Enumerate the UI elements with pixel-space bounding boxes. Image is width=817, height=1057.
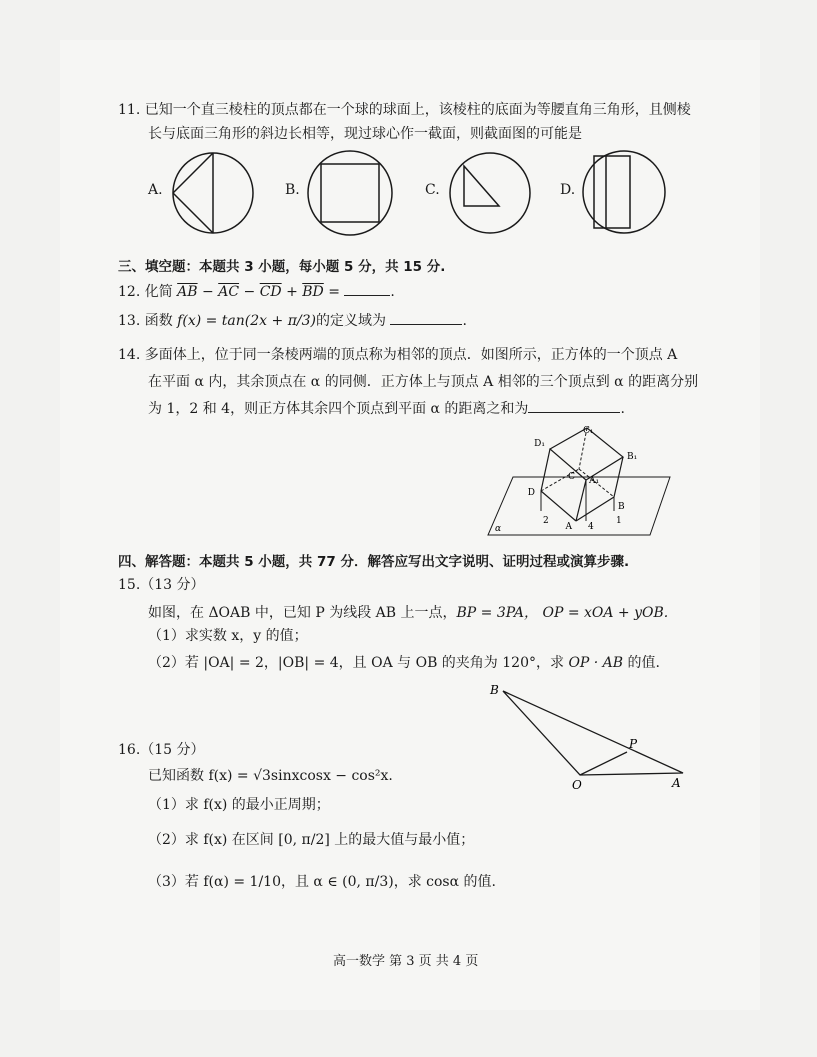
- q16-part1: （1）求 f(x) 的最小正周期；: [148, 797, 330, 813]
- q11-option-d-figure: [580, 148, 668, 236]
- q11-option-c-figure: [447, 150, 533, 236]
- label-b: B: [618, 502, 625, 512]
- label-p: P: [629, 737, 638, 751]
- label-height-4: 4: [588, 522, 594, 532]
- plane-alpha: [488, 477, 670, 535]
- label-b1: B₁: [627, 452, 638, 462]
- q12-answer-blank[interactable]: [344, 281, 390, 296]
- sphere-circle: [450, 153, 530, 233]
- triangle-oab: [503, 691, 683, 775]
- segment-op: [580, 752, 627, 775]
- vector-ac: $\overline{AC}$: [218, 284, 240, 300]
- q15-part2: [148, 653, 660, 673]
- cube-edge: [576, 480, 586, 521]
- label-c: C: [568, 472, 575, 482]
- q11-number: 11.: [118, 102, 141, 118]
- q13-answer-blank[interactable]: [390, 310, 462, 325]
- q15-triangle-figure: [488, 683, 688, 793]
- q13-formula: f(x) = tan(2x + π/3): [177, 313, 316, 329]
- section-square: [321, 164, 379, 222]
- q15-stem-text: 如图，在 ΔOAB 中，已知 P 为线段 AB 上一点，: [148, 605, 457, 621]
- q12-number: 12.: [118, 284, 141, 300]
- q11-option-a-figure: [170, 150, 256, 236]
- q12-equals: =: [328, 284, 340, 300]
- q14-number: 14.: [118, 347, 141, 363]
- q16-stem: 已知函数 f(x) = √3sinxcosx − cos²x.: [148, 768, 393, 784]
- q11-option-a-label: A.: [148, 182, 163, 198]
- q15-part2-text: （2）若 |OA| = 2，|OB| = 4，且 OA 与 OB 的夹角为 120°，求: [148, 655, 564, 671]
- q15-part2-end: 的值.: [627, 655, 660, 671]
- q15-op-expression: OP = xOA + yOB.: [542, 605, 669, 621]
- vector-cd: $\overline{CD}$: [259, 284, 282, 300]
- q11-option-c-label: C.: [425, 182, 440, 198]
- q11-line1: [118, 100, 691, 120]
- q14-line3: [148, 398, 625, 419]
- q16-header: [118, 740, 205, 760]
- q11-text-1: 已知一个直三棱柱的顶点都在一个球的球面上，该棱柱的底面为等腰直角三角形，且侧棱: [144, 102, 691, 118]
- q11-option-b-label: B.: [285, 182, 300, 198]
- q11-option-b-figure: [305, 148, 395, 238]
- q15-stem: [148, 603, 668, 623]
- section-3-title: 三、填空题：本题共 3 小题，每小题 5 分，共 15 分.: [118, 259, 446, 275]
- q14-text-1: 多面体上，位于同一条棱两端的顶点称为相邻的顶点．如图所示，正方体的一个顶点 A: [144, 347, 678, 363]
- q13-number: 13.: [118, 313, 141, 329]
- label-d: D: [527, 488, 535, 498]
- q14-text-3: 为 1，2 和 4，则正方体其余四个顶点到平面 α 的距离之和为: [148, 401, 529, 417]
- q16-part2: （2）求 f(x) 在区间 [0, π/2] 上的最大值与最小值；: [148, 832, 475, 848]
- label-a: A: [672, 776, 681, 790]
- q14-answer-blank[interactable]: [528, 398, 620, 413]
- section-rectangle: [594, 156, 630, 228]
- q15-dot-product: OP · AB: [568, 655, 624, 671]
- q13-prefix: 函数: [144, 313, 173, 329]
- q12: 12. 化简 $\overline{AB} - \overline{AC} - \overline{CD} + \overline{BD}$ = .: [118, 281, 395, 302]
- q14-line2: 在平面 α 内，其余顶点在 α 的同侧．正方体上与顶点 A 相邻的三个顶点到 α 的距离分别: [148, 374, 699, 390]
- label-b: B: [490, 683, 499, 697]
- label-alpha: α: [495, 524, 502, 534]
- q15-number: 15.: [118, 577, 141, 593]
- section-4-title: 四、解答题：本题共 5 小题，共 77 分．解答应写出文字说明、证明过程或演算步骤.: [118, 554, 630, 570]
- label-c1: C₁: [583, 426, 594, 436]
- q14-line1: [118, 345, 677, 365]
- label-a: A: [565, 522, 572, 532]
- q16-number: 16.: [118, 742, 141, 758]
- label-height-2: 2: [543, 516, 549, 526]
- q14-cube-figure: [485, 425, 675, 540]
- q15-header: [118, 575, 205, 595]
- vector-ab: $\overline{AB}$: [177, 284, 198, 300]
- q16-part3: （3）若 f(α) = 1/10，且 α ∈ (0, π/3)，求 cosα 的值.: [148, 874, 496, 890]
- cube-edge: [576, 497, 614, 521]
- section-triangle: [464, 166, 499, 206]
- q13-suffix: 的定义域为: [315, 313, 386, 329]
- q12-prefix: 化简: [144, 284, 173, 300]
- vector-bd: $\overline{BD}$: [302, 284, 324, 300]
- label-o: O: [572, 778, 582, 792]
- q15-vector-relation: BP = 3PA，: [456, 605, 539, 621]
- page-footer: 高一数学 第 3 页 共 4 页: [333, 954, 479, 969]
- q11-option-d-label: D.: [560, 182, 576, 198]
- sphere-circle: [583, 151, 665, 233]
- q11-line2: 长与底面三角形的斜边长相等，现过球心作一截面，则截面图的可能是: [148, 126, 582, 142]
- q16-score: （15 分）: [140, 742, 205, 758]
- q14-end: .: [620, 401, 625, 417]
- label-d1: D₁: [534, 439, 545, 449]
- label-a1: A₁: [589, 476, 600, 486]
- cube-edge: [541, 449, 550, 491]
- q13: 13. 函数 f(x) = tan(2x + π/3)的定义域为 .: [118, 310, 467, 331]
- q15-part1: （1）求实数 x，y 的值；: [148, 628, 308, 644]
- q15-score: （13 分）: [140, 577, 205, 593]
- label-height-1: 1: [616, 516, 622, 526]
